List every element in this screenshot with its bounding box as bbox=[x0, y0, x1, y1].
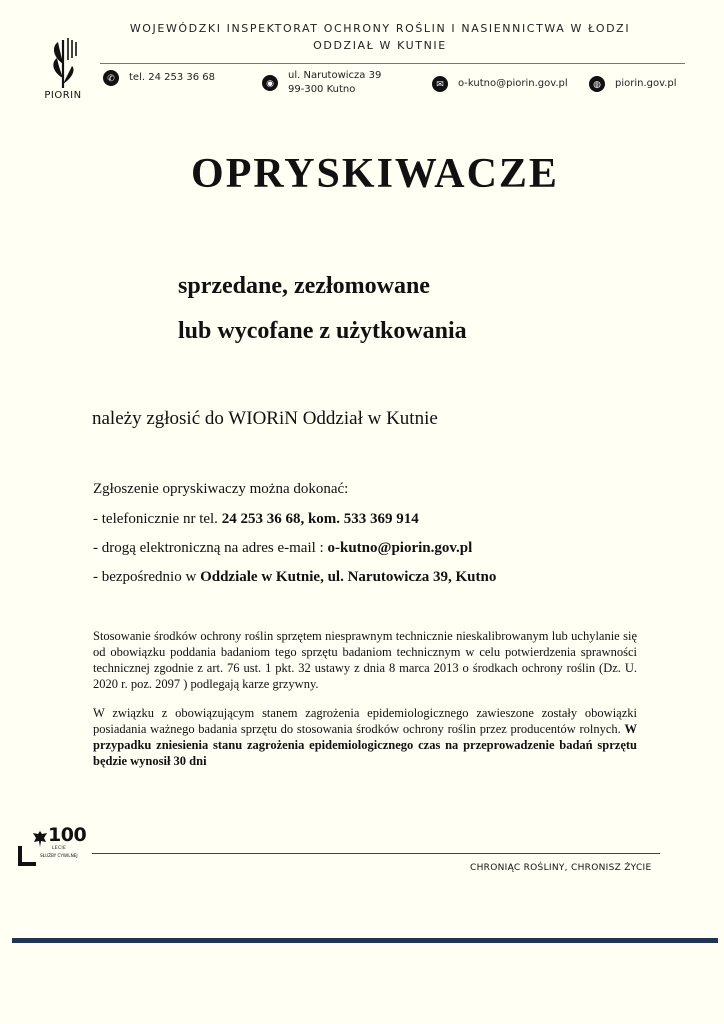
notice-text: należy zgłosić do WIORiN Oddział w Kutnie bbox=[92, 408, 438, 429]
list-item-phone: - telefonicznie nr tel. 24 253 36 68, kom. 533 369 914 bbox=[93, 511, 419, 527]
envelope-icon: ✉ bbox=[432, 76, 448, 92]
piorin-logo bbox=[38, 34, 88, 104]
contact-phone bbox=[103, 70, 215, 86]
list-intro: Zgłoszenie opryskiwaczy można dokonać: bbox=[93, 481, 349, 497]
address-line2: 99-300 Kutno bbox=[288, 84, 356, 95]
footer-divider bbox=[92, 853, 660, 854]
badge-line1: LECIE bbox=[52, 846, 67, 851]
email-text: o-kutno@piorin.gov.pl bbox=[458, 78, 568, 89]
contact-email bbox=[432, 76, 568, 92]
address-line1: ul. Narutowicza 39 bbox=[288, 70, 382, 81]
location-pin-icon: ◉ bbox=[262, 75, 278, 91]
org-name-line2: ODDZIAŁ W KUTNIE bbox=[313, 39, 447, 52]
badge-number: 100 bbox=[48, 824, 87, 846]
logo-text: PIORIN bbox=[44, 90, 82, 101]
phone-text: tel. 24 253 36 68 bbox=[129, 72, 216, 83]
footer-slogan: CHRONIĄC ROŚLINY, CHRONISZ ŻYCIE bbox=[470, 863, 652, 873]
badge-line2: SŁUŻBY CYWILNEJ bbox=[40, 853, 78, 858]
website-text: piorin.gov.pl bbox=[615, 78, 677, 89]
globe-icon: ◍ bbox=[589, 76, 605, 92]
paragraph-penalty: Stosowanie środków ochrony roślin sprzętem niesprawnym technicznie nieskalibrowanym lub uchylanie się od obowiązku poddania badaniom tego sprzętu badaniom technicznym w celu potwierdzenia sprawności technicznej zgodnie z art. 76 ust. 1 pkt. 32 ustawy z dnia 8 marca 2013 o środkach ochrony roślin (Dz. U. 2020 r. poz. 2097 ) podlegają karze grzywny. bbox=[93, 629, 637, 691]
subtitle-line1: sprzedane, zezłomowane bbox=[178, 273, 430, 299]
eagle-emblem-icon bbox=[32, 830, 48, 848]
wheat-icon bbox=[38, 34, 88, 92]
contact-website bbox=[589, 76, 677, 92]
civil-service-100-badge bbox=[18, 826, 90, 866]
phone-icon: ✆ bbox=[103, 70, 119, 86]
list-item-office: - bezpośrednio w Oddziale w Kutnie, ul. Narutowicza 39, Kutno bbox=[93, 569, 497, 585]
footer-accent-bar bbox=[12, 938, 718, 943]
paragraph-epidemic: W związku z obowiązującym stanem zagrożenia epidemiologicznego zawieszone zostały obowiązki posiadania ważnego badania sprzętu do stosowania środków ochrony roślin przez producentów rolnych. W przypadku zniesienia stanu zagrożenia epidemiologicznego czas na przeprowadzenie badań sprzętu będzie wynosił 30 dni bbox=[93, 706, 637, 768]
page-title: OPRYSKIWACZE bbox=[191, 151, 559, 197]
header-divider bbox=[100, 63, 685, 64]
list-item-email: - drogą elektroniczną na adres e-mail : o-kutno@piorin.gov.pl bbox=[93, 540, 473, 556]
subtitle-line2: lub wycofane z użytkowania bbox=[178, 318, 467, 344]
org-name-line1: WOJEWÓDZKI INSPEKTORAT OCHRONY ROŚLIN I NASIENNICTWA W ŁODZI bbox=[129, 22, 631, 35]
contact-address bbox=[262, 69, 381, 97]
